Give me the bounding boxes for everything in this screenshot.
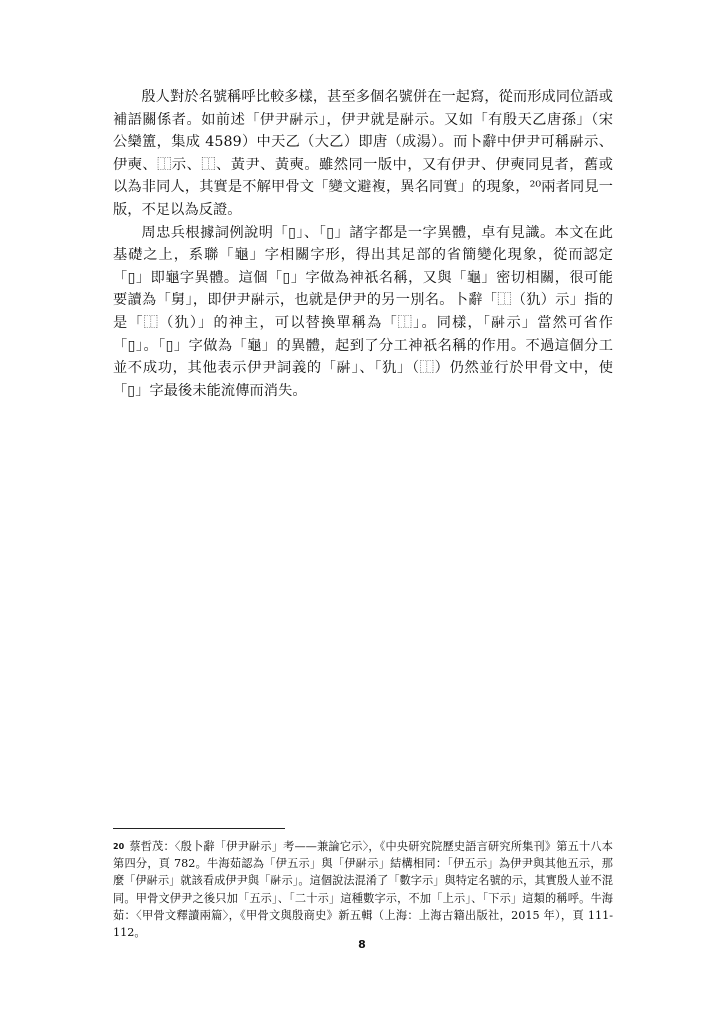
paragraph-1: 殷人對於名號稱呼比較多樣，甚至多個名號併在一起寫，從而形成同位語或補語關係者。如前述「伊尹𩰫示」，伊尹就是𩰫示。又如「有殷天乙唐孫」（宋公欒簠，集成 4589）中天乙（大乙）即唐（成湯）。而卜辭中伊尹可稱𩰫示、伊奭、⿰示、⿰、黃尹、黃奭。雖然同一版中，又有伊尹、伊奭同見者，舊或以為非同人，其實是不解甲骨文「變文避複，異名同實」的現象，²⁰兩者同見一版，不足以為反證。 — [113, 89, 613, 218]
footnote-number: 20 — [113, 842, 125, 851]
paragraph-2: 周忠兵根據詞例說明「▯」、「▯」諸字都是一字異體，卓有見識。本文在此基礎之上，系聯「龜」字相關字形，得出其足部的省簡變化現象，從而認定「▯」即龜字異體。這個「▯」字做為神祇名稱，又與「龜」密切相關，很可能要讀為「舅」，即伊尹𩰫示，也就是伊尹的另一別名。卜辭「⿰（犰）示」指的是「⿰（犰）」的神主，可以替換單稱為「⿰」。同樣，「𩰫示」當然可省作「▯」。「▯」字做為「龜」的異體，起到了分工神祇名稱的作用。不過這個分工並不成功，其他表示伊尹詞義的「𩰫」、「犰」（⿰）仍然並行於甲骨文中，使「▯」字最後未能流傳而消失。 — [113, 224, 613, 399]
footnote-20 — [113, 838, 613, 941]
footnote-text: 蔡哲茂：〈殷卜辭「伊尹𩰫示」考——兼論它示〉，《中央研究院歷史語言研究所集刊》第五十八本第四分，頁 782。牛海茹認為「伊五示」與「伊𩰫示」結構相同：「伊五示」為伊尹與其他五示，那麼「伊𩰫示」就該看成伊尹與「𩰫示」。這個說法混淆了「數字示」與特定名號的示，其實殷人並不混同。甲骨文伊尹之後只加「五示」、「二十示」這種數字示，不加「上示」、「下示」這類的稱呼。牛海茹：〈甲骨文釋讀兩篇〉，《甲骨文與殷商史》新五輯（上海：上海古籍出版社，2015 年），頁 111-112。 — [113, 840, 613, 940]
page-number: 8 — [358, 938, 366, 951]
body-text — [113, 86, 613, 402]
footnote-separator — [113, 828, 285, 829]
